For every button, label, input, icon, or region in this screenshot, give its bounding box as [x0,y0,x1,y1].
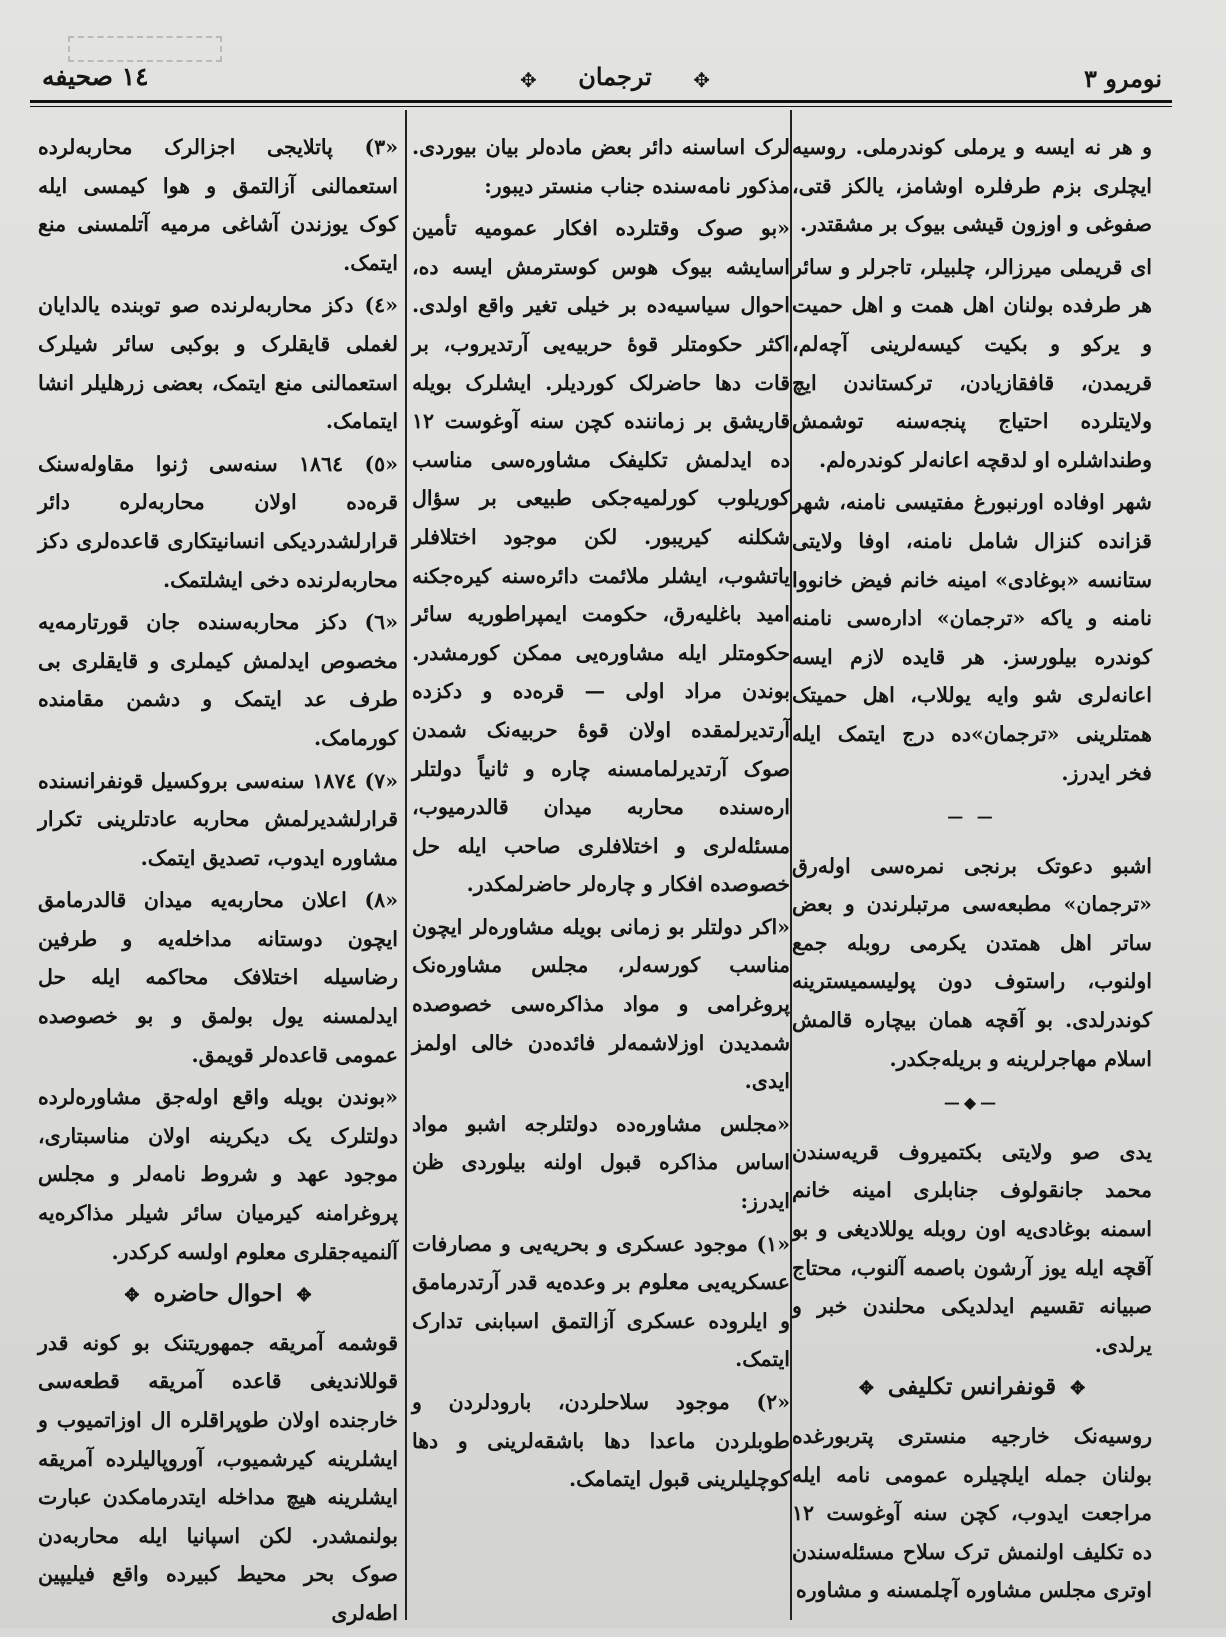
paragraph: «١) موجود عسکری و بحریه‌یی و مصارفات عسکریه‌یی معلوم بر وعده‌یه قدر آرتدرمامق و ایلروده عسکری آزالتمق اسبابنی تدارک ایتمک. [412,1231,790,1372]
ornament-icon: ✥ [124,1285,140,1307]
issue-number: نومرو ٣ [1083,64,1162,93]
ornament-left-icon: ✥ [520,68,537,92]
header-rule [30,100,1172,103]
newspaper-title: ترجمان [578,62,652,91]
paragraph: «٢) موجود سلاحلردن، بارودلردن و طوبلردن ماعدا دها باشقه‌لرینی و دها کوچلیلرینی قبول ایتمامک. [412,1390,790,1492]
paragraph: شهر اوفاده اورنبورغ مفتیسی نامنه، شهر قزانده کنزال شامل نامنه، اوفا ولایتی ستانسه «بوغادی» امینه خانم فیض خانووا نامنه و یاکه «ترجمان» اداره‌سی نامنه کوندره بیلورسز. هر قایده لازم ایسه اعانه‌لری شو وایه یوللاب، اهل حمیتک همتلرینی «ترجمان»ده درج ایتمک ایله فخر ایدرز. [792,490,1152,785]
divider: — — [947,807,997,827]
paragraph: «٧) ١٨٧٤ سنه‌سی بروکسیل قونفرانسنده قرارلشدیرلمش محاربه عادتلرینی تکرار مشاوره ایدوب، تصدیق ایتمک. [38,768,398,870]
ornament-icon: ✥ [296,1285,312,1307]
paragraph: «٣) پاتلایجی اجزالرک محاربه‌لرده استعمالنی آزالتمق و هوا کیمسی ایله کوک یوزندن آشاغی مرمیه آتلمسنی منع ایتمک. [38,135,398,275]
header-rule-thin [30,106,1172,107]
paragraph: روسیه‌نک خارجیه منستری پتربورغده بولنان جمله ایلچیلره عمومی نامه ایله مراجعت ایدوب، کچن سنه آوغوست ١٢ ده تکلیف اولنمش ترک سلاح مسئله‌سندن اوتری مجلس مشاوره آچلمسنه و مشاوره [792,1424,1152,1603]
ornament-right-icon: ✥ [693,68,710,92]
paragraph: «اکر دولتلر بو زمانی بویله مشاوره‌لر ایچون مناسب کورسه‌لر، مجلس مشاوره‌نک پروغرامی و مواد مذاکره‌سی خصوصده شمدیدن اوزلاشمه‌لر فائده‌دن خالی اولمز ایدی. [412,914,790,1094]
paragraph: «٤) دکز محاربه‌لرنده صو توبنده یالدایان لغملی قایقلرک و بوکبی سائر شیلرک استعمالنی منع ایتمک، بعضی زرهلیلر انشا ایتمامک. [38,293,398,434]
section-heading [38,1275,398,1316]
masthead [520,62,710,94]
ornament-icon: ✥ [858,1378,874,1400]
column-divider-left [405,110,407,1620]
section-title: احوال حاضره [153,1280,283,1308]
ornament-icon: ✥ [1070,1378,1086,1400]
paragraph: «٦) دکز محاربه‌سنده جان قورتارمه‌یه مخصوص ایدلمش کیملری و قایقلری بی طرف عد ایتمک و دشمن مقامنده کورمامک. [38,610,398,750]
page-header [30,62,1170,98]
paragraph: «مجلس مشاوره‌ده دولتلرجه اشبو مواد اساس مذاکره قبول اولنه بیلوردی ظن ایدرز: [412,1111,790,1214]
paragraph: اشبو دعوتک برنجی نمره‌سی اوله‌رق «ترجمان» مطبعه‌سی مرتبلرندن و بعض ساتر اهل همتدن یکرمی روبله جمع اولنوب، راستوف دون پولیسمیسترینه کوندرلدی. بو آقچه همان بیچاره قالمش اسلام مهاجرلرینه و بریله‌جکدر. [792,853,1152,1071]
paragraph: یدی صو ولایتی بکتمیروف قریه‌سندن محمد جانقولوف جنابلری امینه خانم اسمنه بوغادی‌یه اون روبله یوللادیغی و بو آقچه ایله یوز آرشون باصمه آلنوب، محتاج صبیانه تقسیم ایدلدیکی محلندن خبر و یرلدی. [792,1139,1152,1357]
diamond-divider: —◆— [943,1093,1001,1113]
paragraph: و هر نه ایسه و یرملی کوندرملی. روسیه ایچلری بزم طرفلره اوشامز، یالکز قتی، صفوغی و اوزون قیشی بیوک بر مشقتدر. [792,135,1152,237]
paragraph: «بوندن بویله واقع اوله‌جق مشاوره‌لرده دولتلرک یک دیکرینه اولان مناسبتاری، موجود عهد و شروط نامه‌لر و مجلس پروغرامنه کیرمیان سائر شیلر مذاکره‌یه آلنمیه‌جقلری معلوم اولسه کرکدر. [38,1085,398,1264]
column-right [792,128,1152,1614]
column-middle [412,128,790,1503]
paragraph: لرک اساسنه دائر بعض ماده‌لر بیان بیوردی. مذکور نامه‌سنده جناب منستر دیبور: [412,135,790,198]
page-number-label: ١٤ صحيفه [42,62,149,91]
paragraph: ای قریملی میرزالر، چلبیلر، تاجرلر و سائر هر طرفده بولنان اهل همت و اهل حمیت و یرکو و بکیت کیسه‌لرینی آچەلم، قریمدن، قافقازیادن، ترکستاندن ایچ ولایتلرده احتیاج پنجه‌سنه توشمش وطنداشلره او لدقچه اعانه‌لر کوندرەلم. [792,254,1152,472]
paragraph: «٥) ١٨٦٤ سنه‌سی ژنوا مقاوله‌سنک قرەده اولان محاربه‌لره دائر قرارلشدردیکی انسانیتکاری قاعده‌لری دکز محاربه‌لرنده دخی ایشلتمک. [38,451,398,592]
archive-stamp [68,36,222,62]
paragraph: «بو صوک وقتلرده افکار عمومیه تأمین اسایشه بیوک هوس کوسترمش ایسه ده، احوال سیاسیه‌ده بر خیلی تغیر واقع اولدی. اکثر حکومتلر قوۀ حربیه‌یی آرتدیروب، بر قات دها حاضرلک کوردیلر. ایشلرک بویله قاریشق بر زماننده کچن سنه آوغوست ١٢ ده ایدلمش تکلیفک مشاوره‌سی مناسب کوریلوب کورلمیه‌جکی طبیعی بر سؤال شکلنه کیریبور. لکن موجود اختلافلر یاتشوب، ایشلر ملائمت دائره‌سنه کیره‌جکنه امید باغلیه‌رق، حکومت ایمپراطوریه سائر حکومتلر ایله مشاوره‌یی ممکن کورمشدر. بوندن مراد اولی — قرەده و دکزده آرتدیرلمقده اولان قوۀ حربیه‌نک شمدن صوک آرتدیرلمامسنه چاره و ثانیاً دولتلر اره‌سنده محاربه میدان قالدرمیوب، مسئله‌لری و اختلافلری صاحب ایله حل خصوصده افکار و چاره‌لر حاضرلمکدر. [412,216,790,897]
section-heading [792,1368,1152,1409]
paragraph: قوشمه آمریقه جمهوریتنک بو کونه قدر قوللاندیغی قاعده آمریقه قطعه‌سی خارجنده اولان طوپراقلره ال اوزاتمیوب و ایشلرینه کیرشمیوب، آوروپالیلرده آمریقه ایشلرینه هیچ مداخله ایتدرمامکدن عبارت بولنمشدر. لکن اسپانیا ایله محاربه‌دن صوک بحر محیط کبیرده واقع فیلیپین اطه‌لری [38,1330,398,1625]
paragraph: «٨) اعلان محاربه‌یه میدان قالدرمامق ایچون دوستانه مداخله‌یه و طرفین رضاسیله اختلافک محاکمه ایله حل ایدلمسنه یول بولمق و بو خصوصده عمومی قاعده‌لر قویمق. [38,888,398,1067]
column-left [38,128,398,1637]
section-title: قونفرانس تکلیفی [887,1373,1057,1401]
